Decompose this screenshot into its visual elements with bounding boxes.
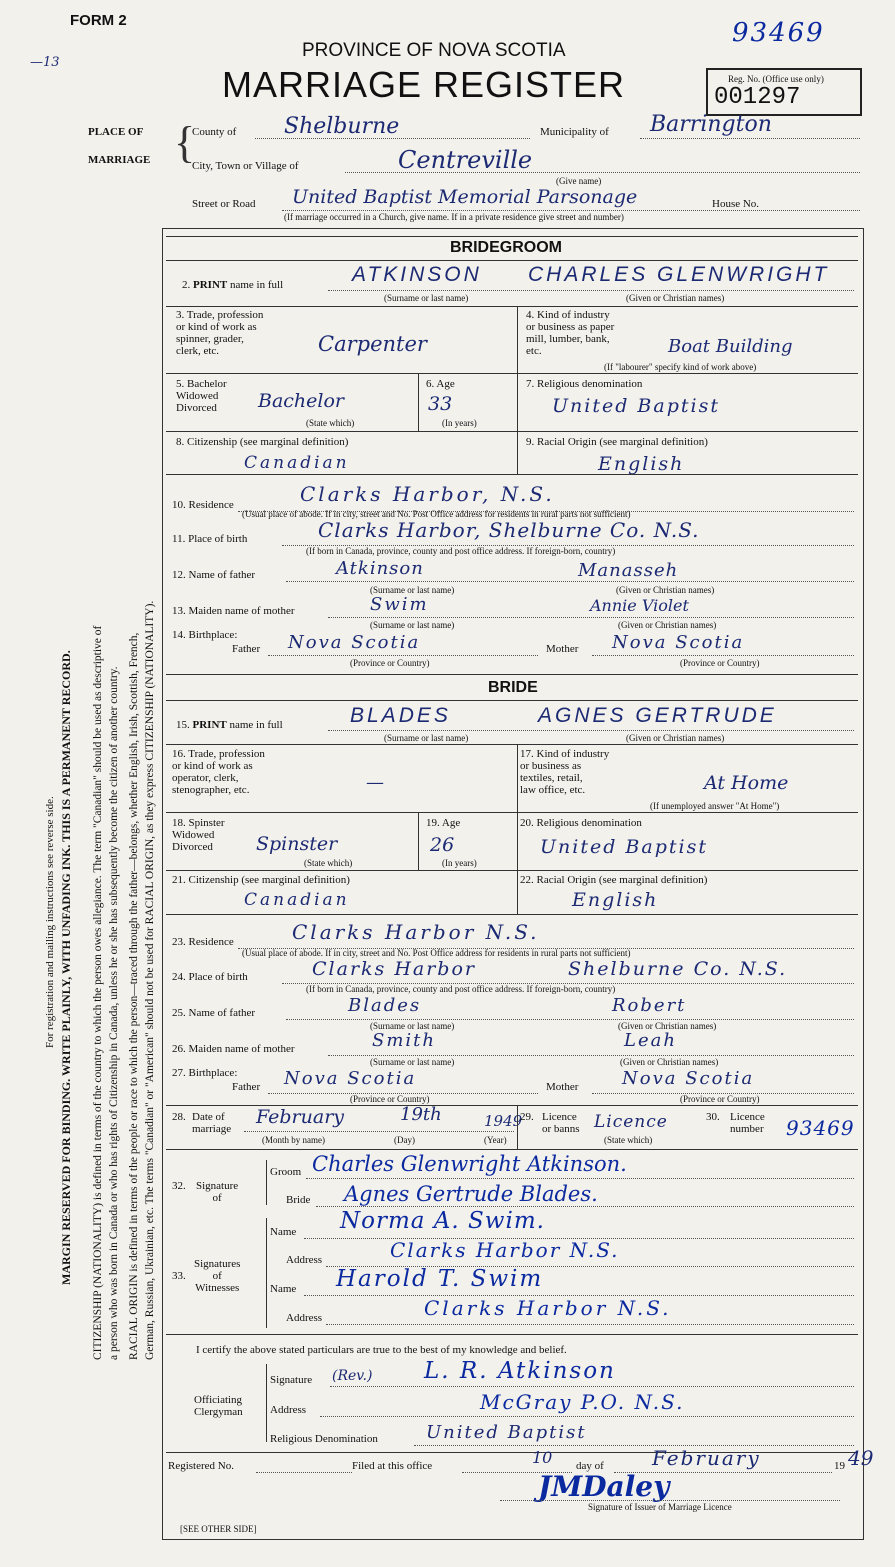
county-label: County of [192, 126, 237, 138]
groom-father-given: Manasseh [578, 560, 679, 581]
licence-num-index: 30. [706, 1111, 720, 1123]
groom-birth-note: (If born in Canada, province, county and post office address. If foreign-born, country) [306, 546, 616, 556]
date-label: Date of marriage [192, 1111, 232, 1135]
bride-mother-birthplace: Nova Scotia [622, 1068, 755, 1089]
place-brace: { [174, 118, 196, 167]
bride-residence-label: 23. Residence [172, 936, 234, 948]
groom-surname: ATKINSON [352, 263, 482, 286]
city-label: City, Town or Village of [192, 160, 299, 172]
groom-father-label: 12. Name of father [172, 569, 256, 581]
witness1-address: Clarks Harbor N.S. [390, 1238, 620, 1262]
groom-birthplace: Clarks Harbor, Shelburne Co. N.S. [318, 518, 700, 542]
margin-note-citizenship-2: a person who was born in Canada or who has rights of Citizenship in Canada, unless he or she has subsequently become the citizen of another country. [108, 666, 120, 1360]
bride-birthplace-parents-label: 27. Birthplace: [172, 1067, 238, 1079]
licence-state-which: (State which) [604, 1135, 653, 1145]
groom-residence: Clarks Harbor, N.S. [300, 482, 555, 506]
filed-label: Filed at this office [352, 1460, 433, 1472]
bride-heading: BRIDE [488, 679, 538, 696]
groom-religion: United Baptist [552, 395, 720, 417]
margin-note-citizenship-1: CITIZENSHIP (NATIONALITY) is defined in terms of the country to which the person owes allegiance. The term "Canadian" should be used as descriptive of [92, 625, 104, 1360]
clergy-rev-prefix: (Rev.) [332, 1368, 373, 1384]
witness-index: 33. [172, 1270, 186, 1282]
bride-citizenship-label: 21. Citizenship (see marginal definition) [172, 874, 350, 886]
groom-racial-origin: English [598, 453, 685, 475]
bride-birthplace-town: Clarks Harbor [312, 958, 476, 980]
bride-racial-label: 22. Racial Origin (see marginal definition) [520, 874, 708, 886]
clergy-denom-word: Religious Denomination [270, 1433, 378, 1445]
bride-religion-label: 20. Religious denomination [520, 817, 642, 829]
reg-box-value: 001297 [714, 84, 801, 111]
groom-trade: Carpenter [318, 332, 427, 356]
issuer-signature: JMDaley [538, 1470, 670, 1503]
bride-signature: Agnes Gertrude Blades. [344, 1182, 598, 1206]
margin-note-racial-1: RACIAL ORIGIN is defined in terms of the people or race to which the person—traced through the father—belongs, whether English, Irish, Scottish, French, [128, 632, 140, 1360]
bride-mother-given: Leah [624, 1030, 677, 1051]
bride-father-birthplace: Nova Scotia [284, 1068, 417, 1089]
groom-word: Groom [270, 1166, 302, 1178]
groom-mother-surname-caption: (Surname or last name) [370, 620, 455, 630]
licence-or-banns: Licence [594, 1112, 668, 1132]
bride-mother-surname: Smith [372, 1030, 436, 1051]
bride-birthplace-county: Shelburne Co. N.S. [568, 958, 788, 980]
bridegroom-heading: BRIDEGROOM [450, 239, 562, 256]
bride-mother-given-caption: (Given or Christian names) [620, 1057, 719, 1067]
corner-mark: —13 [30, 55, 60, 70]
groom-father-birthplace: Nova Scotia [288, 632, 421, 653]
groom-mother-birthplace: Nova Scotia [612, 632, 745, 653]
witness2-address: Clarks Harbor N.S. [424, 1296, 672, 1320]
marriage-month: February [256, 1106, 345, 1128]
street-value: United Baptist Memorial Parsonage [292, 186, 638, 208]
groom-residence-note: (Usual place of abode. If in city, street and No. Post Office address for residents in rural parts not sufficient) [242, 509, 631, 519]
register-title: MARRIAGE REGISTER [222, 64, 626, 105]
bride-marital-label: 18. Spinster Widowed Divorced [172, 817, 225, 853]
bride-residence: Clarks Harbor N.S. [292, 920, 540, 944]
witness1-name: Norma A. Swim. [340, 1208, 545, 1234]
clergy-address-word: Address [270, 1404, 307, 1416]
groom-state-which: (State which) [306, 418, 355, 428]
groom-surname-caption: (Surname or last name) [384, 293, 469, 303]
groom-racial-label: 9. Racial Origin (see marginal definition) [526, 436, 708, 448]
bride-citizenship: Canadian [244, 890, 350, 910]
groom-name-label: 2. PRINT name in full [182, 279, 284, 291]
groom-industry: Boat Building [668, 336, 793, 357]
bride-religion: United Baptist [540, 836, 708, 858]
marriage-year: 1949 [484, 1112, 523, 1130]
bride-given-caption: (Given or Christian names) [626, 733, 725, 743]
bride-age: 26 [430, 834, 455, 856]
bride-father-label: 25. Name of father [172, 1007, 256, 1019]
groom-citizenship: Canadian [244, 453, 350, 473]
bride-mother-word: Mother [546, 1081, 579, 1093]
reg-number-box [706, 68, 862, 116]
street-label: Street or Road [192, 198, 256, 210]
bride-racial-origin: English [572, 889, 659, 911]
athome-note: (If unemployed answer "At Home") [650, 801, 780, 811]
groom-given-caption: (Given or Christian names) [626, 293, 725, 303]
filed-month: February [652, 1446, 761, 1470]
place-of-label: PLACE OF [88, 126, 144, 138]
margin-note-racial-2: German, Russian, Ukrainian, etc. The terms "Canadian" or "American" should not be used for RACIAL ORIGIN, as they express CITIZENSHIP (NATIONALITY). [144, 600, 156, 1360]
municipality-value: Barrington [650, 112, 772, 137]
witness-label: Signatures of Witnesses [194, 1258, 241, 1294]
bride-father-word: Father [232, 1081, 261, 1093]
groom-given-names: CHARLES GLENWRIGHT [528, 263, 830, 286]
sig-index: 32. [172, 1180, 186, 1192]
groom-father-surname: Atkinson [336, 558, 424, 579]
clergy-denomination: United Baptist [426, 1422, 587, 1443]
w2-name-word: Name [270, 1283, 297, 1295]
year-caption: (Year) [484, 1135, 507, 1145]
bride-industry-label: 17. Kind of industry or business as textiles, retail, law office, etc. [520, 748, 610, 796]
clergy-address: McGray P.O. N.S. [480, 1390, 685, 1414]
bride-industry: At Home [704, 772, 789, 794]
day-of-label: day of [576, 1460, 604, 1472]
groom-trade-label: 3. Trade, profession or kind of work as spinner, grader, clerk, etc. [176, 309, 264, 357]
bride-birth-note: (If born in Canada, province, county and post office address. If foreign-born, country) [306, 984, 616, 994]
licence-number: 93469 [786, 1116, 855, 1140]
bride-surname-caption: (Surname or last name) [384, 733, 469, 743]
groom-father-word: Father [232, 643, 261, 655]
groom-mother-given: Annie Violet [590, 596, 689, 615]
clergy-signature: L. R. Atkinson [424, 1358, 616, 1384]
form-label: FORM 2 [70, 12, 127, 29]
w1-address-word: Address [286, 1254, 323, 1266]
filed-century: 19 [834, 1460, 845, 1472]
groom-mother-label: 13. Maiden name of mother [172, 605, 295, 617]
municipality-label: Municipality of [540, 126, 609, 138]
groom-mother-prov-caption: (Province or Country) [680, 658, 760, 668]
bride-state-which: (State which) [304, 858, 353, 868]
filed-day: 10 [532, 1448, 553, 1467]
groom-birthplace-parents-label: 14. Birthplace: [172, 629, 238, 641]
groom-age: 33 [428, 393, 453, 415]
groom-religion-label: 7. Religious denomination [526, 378, 643, 390]
bride-trade-label: 16. Trade, profession or kind of work as operator, clerk, stenographer, etc. [172, 748, 265, 796]
bride-mother-surname-caption: (Surname or last name) [370, 1057, 455, 1067]
groom-marital-label: 5. Bachelor Widowed Divorced [176, 378, 227, 414]
reg-box-label: Reg. No. (Office use only) [728, 74, 824, 84]
licence-label: Licence or banns [542, 1111, 580, 1135]
give-name-note: (Give name) [556, 176, 602, 186]
groom-residence-label: 10. Residence [172, 499, 234, 511]
groom-signature: Charles Glenwright Atkinson. [312, 1152, 627, 1176]
bride-word: Bride [286, 1194, 311, 1206]
bride-mother-label: 26. Maiden name of mother [172, 1043, 295, 1055]
bride-father-surname-caption: (Surname or last name) [370, 1021, 455, 1031]
bride-surname: BLADES [350, 704, 451, 727]
registered-no-label: Registered No. [168, 1460, 234, 1472]
province-title: PROVINCE OF NOVA SCOTIA [302, 40, 566, 61]
issuer-caption: Signature of Issuer of Marriage Licence [588, 1502, 732, 1512]
bride-in-years: (In years) [442, 858, 477, 868]
bride-birth-label: 24. Place of birth [172, 971, 248, 983]
groom-industry-label: 4. Kind of industry or business as paper mill, lumber, bank, etc. [526, 309, 615, 357]
bride-trade: — [366, 772, 384, 793]
licence-number-index: 29. [520, 1111, 534, 1123]
officiating-label: Officiating Clergyman [194, 1394, 243, 1418]
groom-mother-given-caption: (Given or Christian names) [618, 620, 717, 630]
groom-father-given-caption: (Given or Christian names) [616, 585, 715, 595]
date-number: 28. [172, 1111, 186, 1123]
top-registration-number: 93469 [732, 18, 825, 48]
marriage-day: 19th [400, 1104, 442, 1125]
day-caption: (Day) [394, 1135, 415, 1145]
margin-note-registration: For registration and mailing instructions see reverse side. [44, 796, 56, 1048]
bride-residence-note: (Usual place of abode. If in city, street and No. Post Office address for residents in rural parts not sufficient) [242, 948, 631, 958]
margin-note-binding: MARGIN RESERVED FOR BINDING. WRITE PLAINLY, WITH UNFADING INK. THIS IS A PERMANENT RECORD. [59, 650, 73, 1285]
bride-mother-prov-caption: (Province or Country) [680, 1094, 760, 1104]
clergy-signature-word: Signature [270, 1374, 313, 1386]
w1-name-word: Name [270, 1226, 297, 1238]
city-value: Centreville [398, 146, 533, 174]
filed-year: 49 [848, 1446, 874, 1470]
marriage-label: MARRIAGE [88, 154, 151, 166]
street-note: (If marriage occurred in a Church, give name. If in a private residence give street and number) [284, 212, 624, 222]
house-label: House No. [712, 198, 760, 210]
bride-marital-status: Spinster [256, 833, 338, 855]
see-other-side: [SEE OTHER SIDE] [180, 1524, 257, 1534]
groom-mother-word: Mother [546, 643, 579, 655]
groom-father-surname-caption: (Surname or last name) [370, 585, 455, 595]
certify-statement: I certify the above stated particulars are true to the best of my knowledge and belief. [196, 1344, 567, 1356]
groom-age-label: 6. Age [426, 378, 455, 390]
month-caption: (Month by name) [262, 1135, 325, 1145]
licence-number-label: Licence number [730, 1111, 765, 1135]
groom-birth-label: 11. Place of birth [172, 533, 248, 545]
bride-father-given: Robert [612, 995, 687, 1016]
bride-given-names: AGNES GERTRUDE [538, 704, 777, 727]
county-value: Shelburne [284, 114, 400, 139]
witness2-name: Harold T. Swim [336, 1266, 544, 1292]
bride-father-prov-caption: (Province or Country) [350, 1094, 430, 1104]
groom-citizenship-label: 8. Citizenship (see marginal definition) [176, 436, 349, 448]
bride-father-given-caption: (Given or Christian names) [618, 1021, 717, 1031]
groom-in-years: (In years) [442, 418, 477, 428]
w2-address-word: Address [286, 1312, 323, 1324]
bride-age-label: 19. Age [426, 817, 461, 829]
groom-mother-surname: Swim [370, 594, 429, 615]
groom-marital-status: Bachelor [258, 390, 345, 412]
signature-of-label: Signature of [196, 1180, 239, 1204]
groom-father-prov-caption: (Province or Country) [350, 658, 430, 668]
bride-name-label: 15. PRINT name in full [176, 719, 283, 731]
bride-father-surname: Blades [348, 995, 422, 1016]
labourer-note: (If "labourer" specify kind of work above) [604, 362, 757, 372]
